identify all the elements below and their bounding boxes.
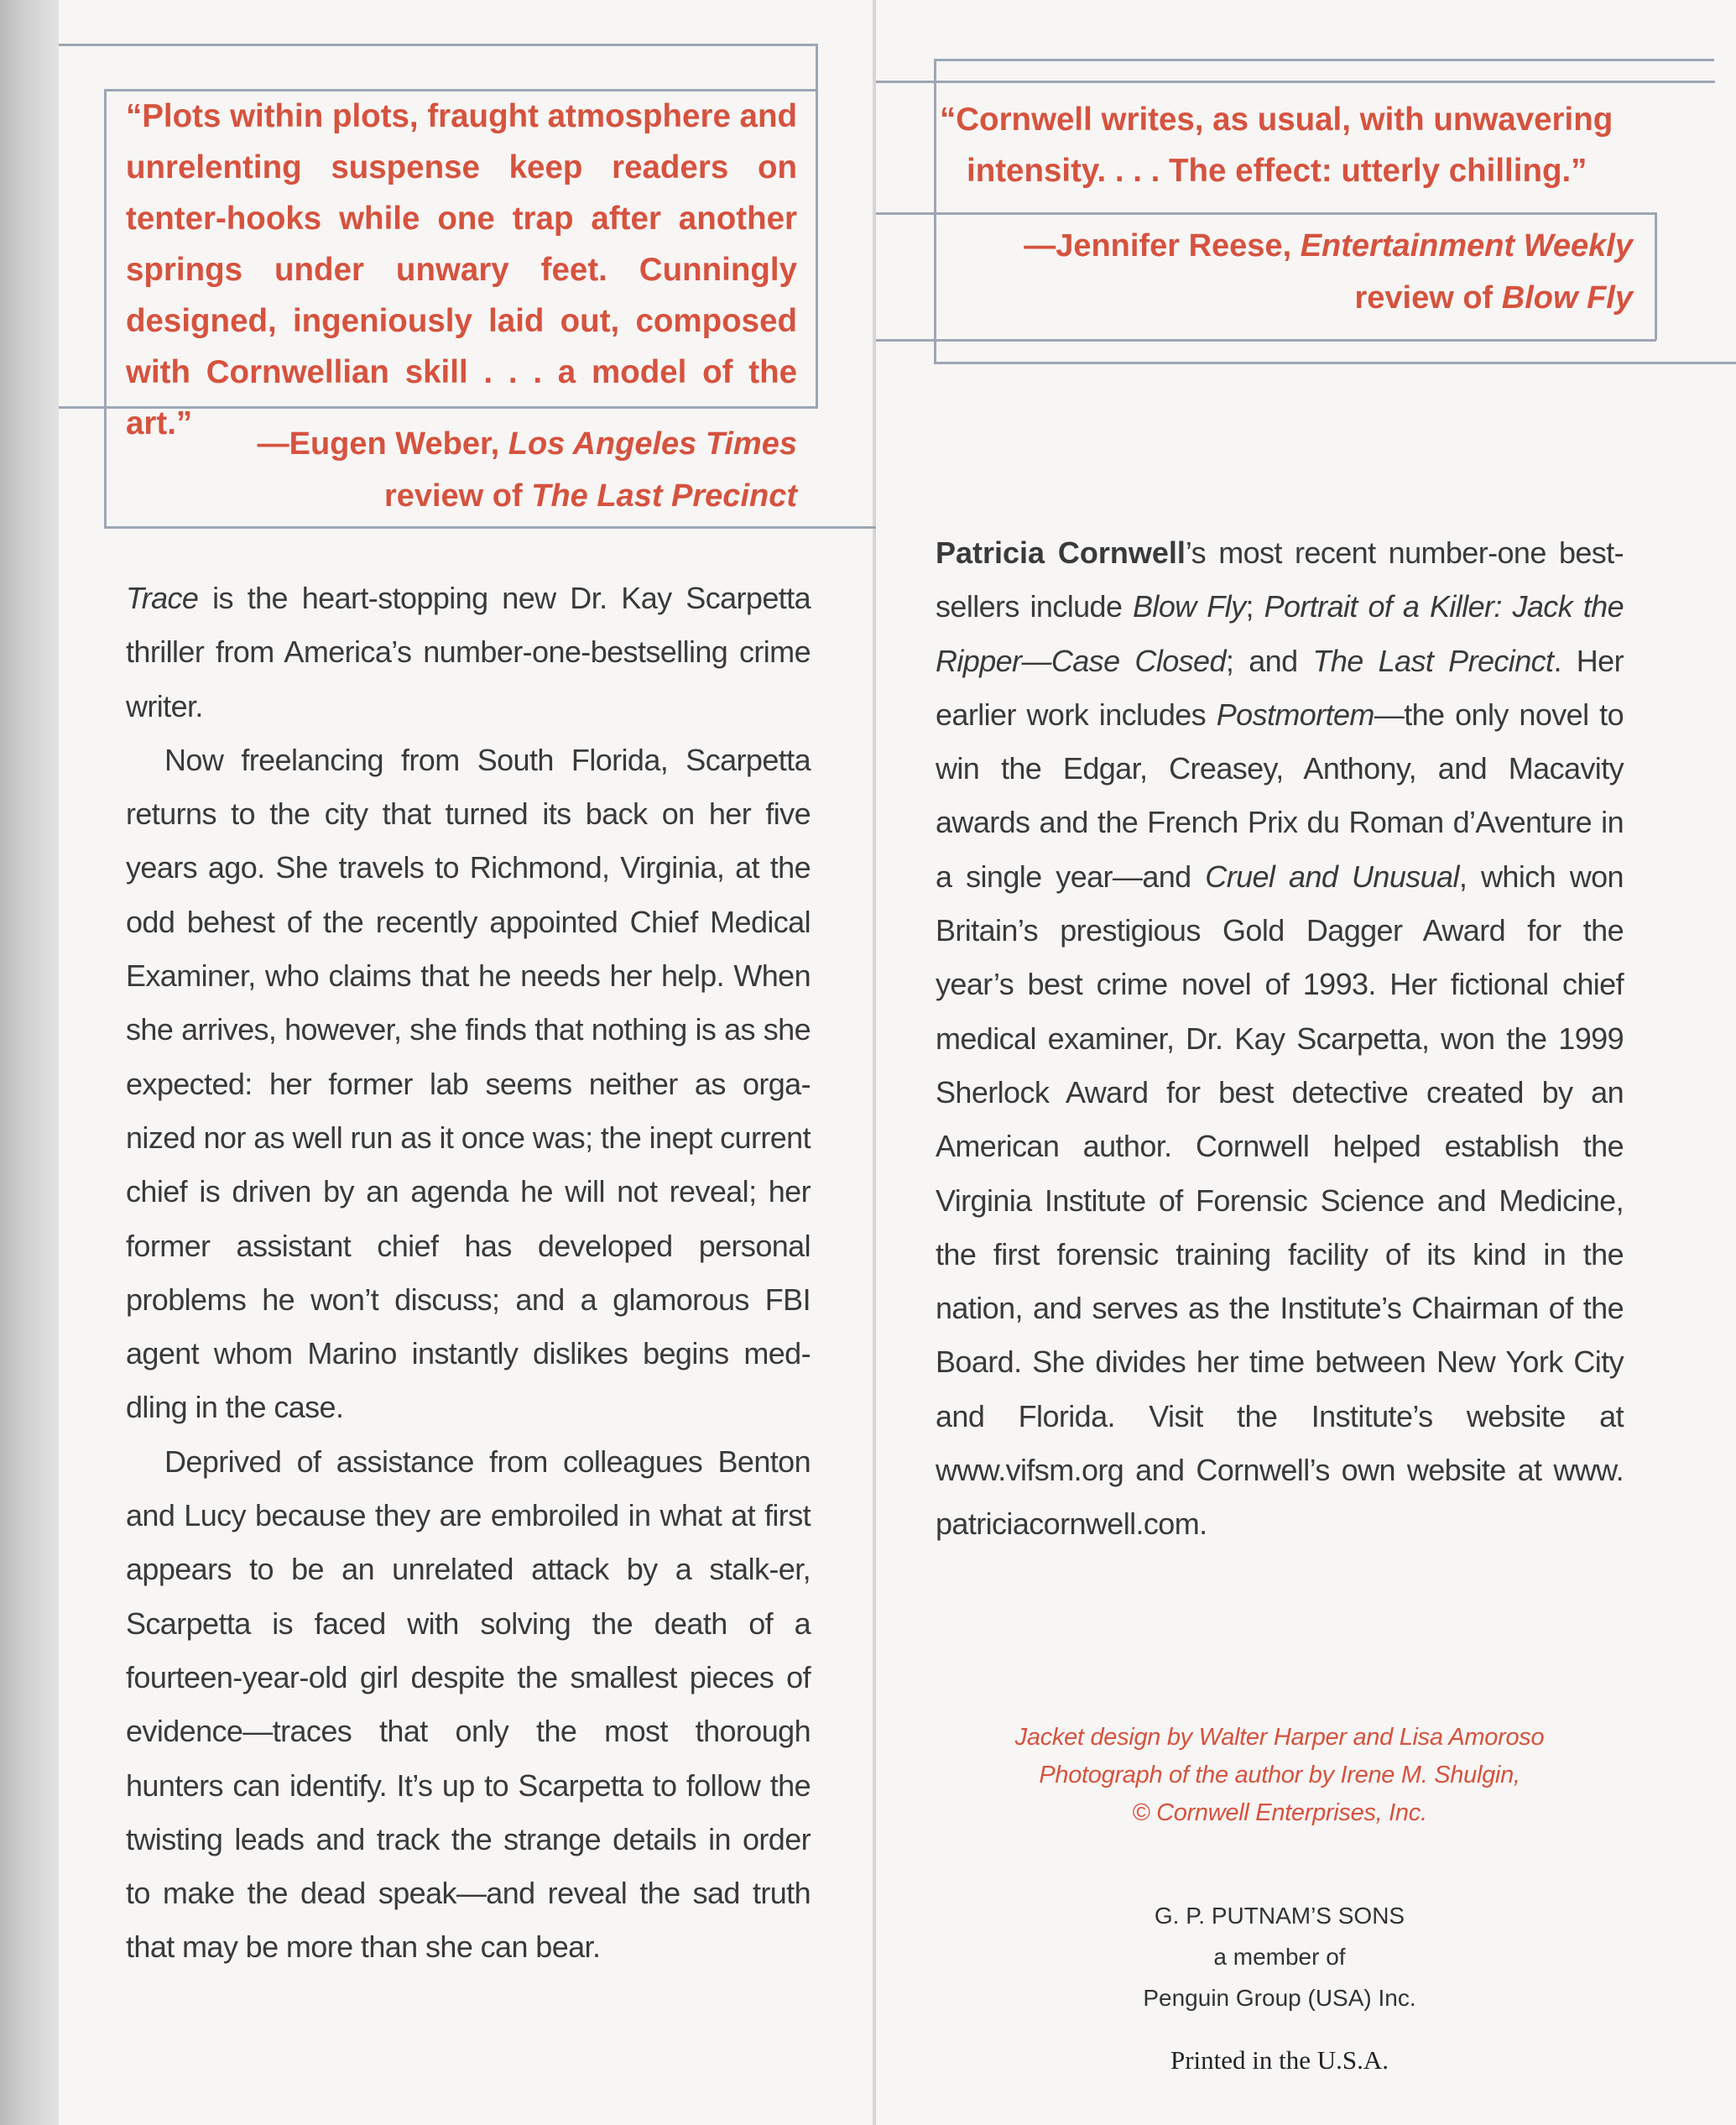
left-attribution-author: —Eugen Weber, [257,426,508,462]
right-quote-line-2: intensity. . . . The effect: utterly chilling.” [967,153,1587,189]
left-bottom-rule [104,526,876,529]
description-paragraph-2: Now freelancing from South Florida, Scarpetta returns to the city that turned its back on her five years ago. She travels to Richmond, Virginia, at the odd behest of the recently appointed Chief Medical Examiner, who claims that he needs her help. When she arrives, however, she finds that nothing is as she expected: her former lab seems neither as orga-nized nor as well run as it once was; the inept current chief is driven by an agenda he will not reveal; her former assistant chief has developed personal problems he won’t discuss; and a glamorous FBI agent whom Marino instantly dislikes begins med-dling in the case. [126,742,811,1425]
right-top-rule [876,81,1715,83]
left-attribution-title: The Last Precinct [531,478,797,514]
left-top-rule [59,44,818,46]
right-attribution-author: —Jennifer Reese, [1024,228,1301,264]
publisher-name: G. P. PUTNAM’S SONS [1154,1903,1405,1929]
fold-line [874,0,876,2125]
jacket-edge [0,0,59,2125]
right-bottom-rule [934,362,1736,364]
right-attribution-title: Blow Fly [1501,280,1633,316]
left-box-right-edge [816,44,818,407]
left-flap-description [126,572,811,1975]
left-attribution-review-prefix: review of [383,478,532,514]
description-paragraph-1: Trace is the heart-stopping new Dr. Kay Scarpetta thriller from America’s number-one-bestselling crime writer. [126,581,811,723]
right-attribution-review-prefix: review of [1354,280,1502,316]
publisher-member-of: a member of [1213,1944,1346,1970]
right-box-left-edge [934,59,936,363]
left-pull-quote: “Plots within plots, fraught atmosphere and unrelenting suspense keep readers on tenter-hooks while one trap after another springs under unwary feet. Cunningly designed, ingeniously laid out, composed with Cornwellian skill . . . a model of the art.” [126,98,797,441]
book-title-trace: Trace [126,581,199,615]
jacket-credits [936,1719,1624,1832]
printed-in: Printed in the U.S.A. [1170,2045,1389,2075]
author-name: Patricia Cornwell [936,535,1186,570]
left-quote-attribution [126,418,797,522]
right-quote-attribution [940,220,1633,324]
author-bio-paragraph: Patricia Cornwell’s most recent number-one best-sellers include Blow Fly; Portrait of a Killer: Jack the Ripper—Case Closed; and The Last Precinct. Her earlier work includes Postmortem—the only novel to win the Edgar, Creasey, Anthony, and Macavity awards and the French Prix du Roman d’Aventure in a single year—and Cruel and Unusual, which won Britain’s prestigious Gold Dagger Award for the year’s best crime novel of 1993. Her fictional chief medical examiner, Dr. Kay Scarpetta, won the 1999 Sherlock Award for best detective created by an American author. Cornwell helped establish the Virginia Institute of Forensic Science and Medicine, the first forensic training facility of its kind in the nation, and serves as the Institute’s Chairman of the Board. She divides her time between New York City and Florida. Visit the Institute’s website at www.vifsm.org and Cornwell’s own website at www. patriciacornwell.com. [936,535,1624,1542]
right-attribution-source: Entertainment Weekly [1300,228,1633,264]
publisher-group: Penguin Group (USA) Inc. [1143,1985,1416,2011]
credit-line-copyright: © Cornwell Enterprises, Inc. [1132,1799,1427,1826]
right-quote-line-1: “Cornwell writes, as usual, with unwavering [940,102,1613,138]
right-mid-rule [876,212,1656,215]
right-inner-box-right [1655,212,1657,340]
publisher-block [936,1895,1624,2018]
left-attribution-source: Los Angeles Times [508,426,797,462]
description-paragraph-3: Deprived of assistance from colleagues Benton and Lucy because they are embroiled in what at first appears to be an unrelated attack by a stalk-er, Scarpetta is faced with solving the death of a fourteen-year-old girl despite the smallest pieces of evidence—traces that only the most thorough hunters can identify. It’s up to Scarpetta to follow the twisting leads and track the strange details in order to make the dead speak—and reveal the sad truth that may be more than she can bear. [126,1444,811,1965]
right-box-top [934,59,1714,61]
credit-line-design: Jacket design by Walter Harper and Lisa Amoroso [1014,1724,1545,1751]
credit-line-photo: Photograph of the author by Irene M. Shulgin, [1039,1762,1520,1788]
author-bio [936,526,1624,1552]
right-inner-box-top [876,339,1656,342]
left-box-left-edge [104,91,107,529]
right-pull-quote [940,94,1636,196]
